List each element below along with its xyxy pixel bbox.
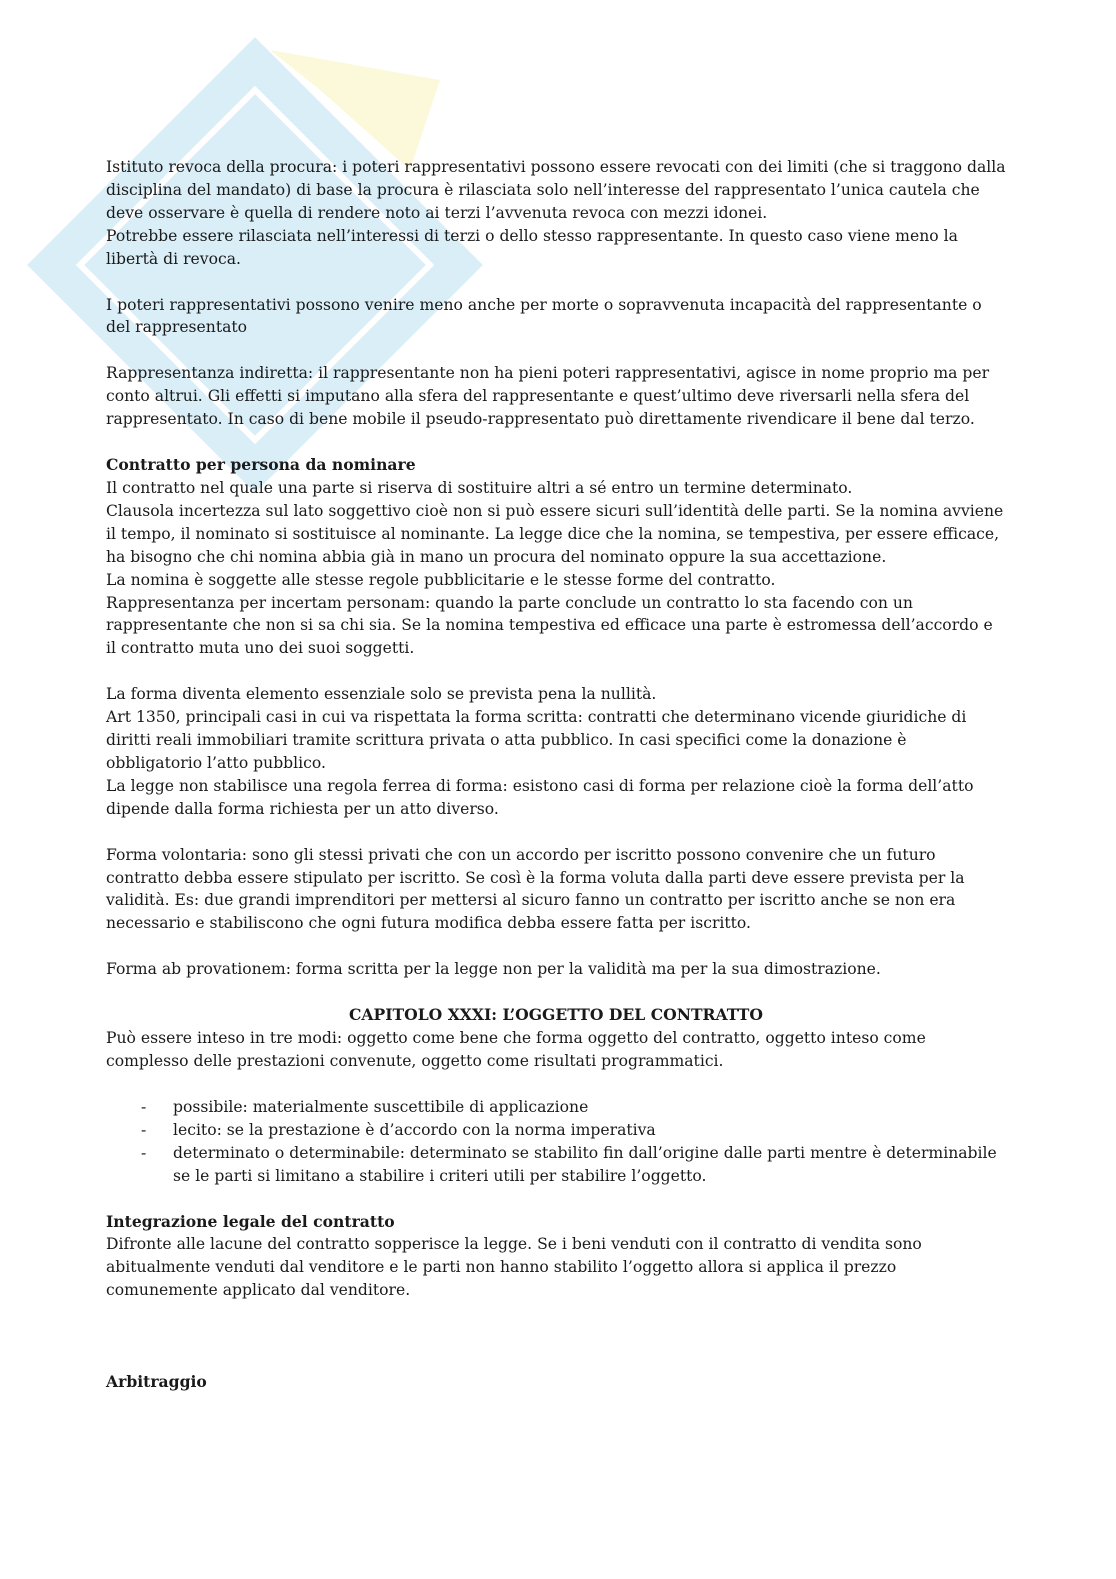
paragraph: La legge non stabilisce una regola ferrea di forma: esistono casi di forma per relazione cioè la forma dell’atto dipende dalla forma richiesta per un atto diverso. — [106, 776, 974, 818]
paragraph-spacer — [106, 1073, 1006, 1096]
paragraph-spacer — [106, 1325, 1006, 1348]
list-item — [106, 1119, 1006, 1142]
paragraph: Il contratto nel quale una parte si riserva di sostituire altri a sé entro un termine determinato. — [106, 478, 853, 497]
section-heading: Arbitraggio — [106, 1372, 207, 1392]
paragraph: Forma volontaria: sono gli stessi privati che con un accordo per iscritto possono convenire che un futuro contratto debba essere stipulato per iscritto. Se così è la forma voluta dalla parti deve essere prevista per la validità. Es: due grandi imprenditori per mettersi al sicuro fanno un contratto per iscritto anche se non era necessario e stabiliscono che ogni futura modifica debba essere fatta per iscritto. — [106, 845, 965, 933]
paragraph-spacer — [106, 821, 1006, 844]
paragraph-spacer — [106, 271, 1006, 294]
list-item-text: determinato o determinabile: determinato se stabilito fin dall’origine dalle parti mentre è determinabile se le parti si limitano a stabilire i criteri utili per stabilire l’oggetto. — [173, 1143, 997, 1185]
paragraph: Art 1350, principali casi in cui va rispettata la forma scritta: contratti che determinano vicende giuridiche di diritti reali immobiliari tramite scrittura privata o atta pubblico. In casi specifici come la donazione è obbligatorio l’atto pubblico. — [106, 708, 967, 772]
paragraph-spacer — [106, 431, 1006, 454]
paragraph: Forma ab provationem: forma scritta per la legge non per la validità ma per la sua dimostrazione. — [106, 960, 881, 979]
list-item-text: lecito: se la prestazione è d’accordo con la norma imperativa — [173, 1120, 656, 1139]
paragraph-spacer — [106, 1302, 1006, 1325]
chapter-title: CAPITOLO XXXI: L’OGGETTO DEL CONTRATTO — [349, 1005, 763, 1025]
paragraph-spacer — [106, 660, 1006, 683]
paragraph-spacer — [106, 935, 1006, 958]
paragraph-spacer — [106, 981, 1006, 1004]
list-item — [106, 1142, 1006, 1188]
list-item — [106, 1096, 1006, 1119]
paragraph-spacer — [106, 1348, 1006, 1371]
dash-bullet-icon: - — [141, 1120, 147, 1139]
dash-bullet-icon: - — [141, 1143, 147, 1162]
list-item-text: possibile: materialmente suscettibile di applicazione — [173, 1097, 589, 1116]
dash-bullet-icon: - — [141, 1097, 147, 1116]
paragraph: Rappresentanza indiretta: il rappresentante non ha pieni poteri rappresentativi, agisce in nome proprio ma per conto altrui. Gli effetti si imputano alla sfera del rappresentante e quest’ultimo deve riversarli nella sfera del rappresentato. In caso di bene mobile il pseudo-rappresentato può direttamente rivendicare il bene dal terzo. — [106, 364, 990, 429]
paragraph: La forma diventa elemento essenziale solo se prevista pena la nullità. — [106, 685, 657, 704]
paragraph: La nomina è soggette alle stesse regole pubblicitarie e le stesse forme del contratto. — [106, 570, 776, 589]
paragraph: Può essere inteso in tre modi: oggetto come bene che forma oggetto del contratto, oggetto inteso come complesso delle prestazioni convenute, oggetto come risultati programmatici. — [106, 1029, 926, 1070]
bullet-list — [106, 1096, 1006, 1188]
paragraph-spacer — [106, 339, 1006, 362]
paragraph: I poteri rappresentativi possono venire meno anche per morte o sopravvenuta incapacità del rappresentante o del rappresentato — [106, 295, 982, 337]
paragraph: Clausola incertezza sul lato soggettivo cioè non si può essere sicuri sull’identità delle parti. Se la nomina avviene il tempo, il nominato si sostituisce al nominante. La legge dice che la nomina, se tempestiva, per essere efficace, ha bisogno che chi nomina abbia già in mano un procura del nominato oppure la sua accettazione. — [106, 501, 1004, 566]
paragraph: Rappresentanza per incertam personam: quando la parte conclude un contratto lo sta facendo con un rappresentante che non si sa chi sia. Se la nomina tempestiva ed efficace una parte è estromessa dell’accordo e il contratto muta uno dei suoi soggetti. — [106, 593, 993, 658]
paragraph-spacer — [106, 1188, 1006, 1211]
paragraph: Istituto revoca della procura: i poteri rappresentativi possono essere revocati con dei limiti (che si traggono dalla disciplina del mandato) di base la procura è rilasciata solo nell’interesse del rappresentato l’unica cautela che deve osservare è quella di rendere noto ai terzi l’avvenuta revoca con mezzi idonei. — [106, 158, 1006, 222]
document-body — [106, 156, 1006, 1394]
section-heading: Contratto per persona da nominare — [106, 455, 416, 475]
paragraph: Difronte alle lacune del contratto sopperisce la legge. Se i beni venduti con il contratto di vendita sono abitualmente venduti dal venditore e le parti non hanno stabilito l’oggetto allora si applica il prezzo comunemente applicato dal venditore. — [106, 1235, 922, 1300]
paragraph: Potrebbe essere rilasciata nell’interessi di terzi o dello stesso rappresentante. In questo caso viene meno la libertà di revoca. — [106, 226, 958, 268]
section-heading: Integrazione legale del contratto — [106, 1211, 395, 1231]
